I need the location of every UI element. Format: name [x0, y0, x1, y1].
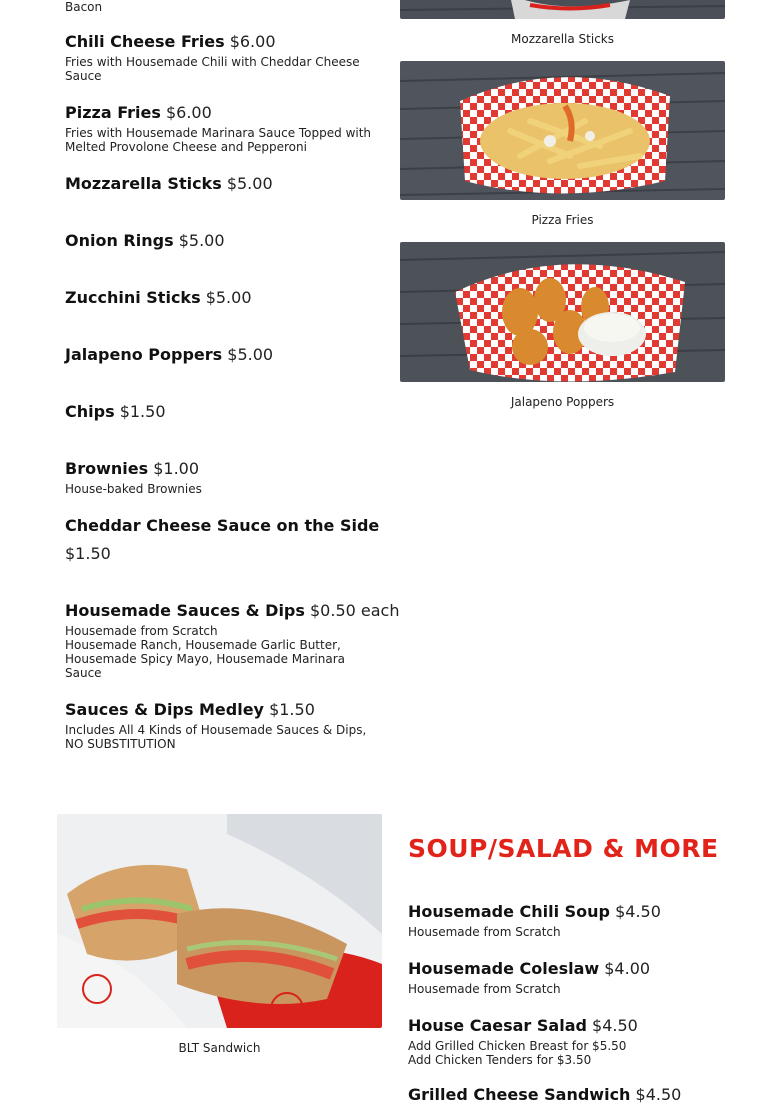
item-price: $5.00: [226, 174, 273, 193]
item-price: $6.00: [229, 32, 276, 51]
item-price: $5.00: [205, 288, 252, 307]
item-description: Housemade from Scratch: [408, 982, 561, 996]
item-name: Onion Rings: [65, 231, 174, 250]
item-description: Housemade from Scratch: [408, 925, 561, 939]
menu-item: [408, 1016, 738, 1067]
item-price: $4.00: [604, 959, 651, 978]
menu-item: [65, 601, 400, 680]
menu-item: [408, 959, 738, 996]
item-price: $0.50 each: [310, 601, 400, 620]
item-name: Sauces & Dips Medley: [65, 700, 264, 719]
item-name: Chips: [65, 402, 115, 421]
menu-item: [65, 32, 380, 83]
menu-item: [408, 1085, 738, 1105]
pizza-fries-photo: [400, 61, 725, 200]
item-name: House Caesar Salad: [408, 1016, 587, 1035]
photo-caption: BLT Sandwich: [178, 1041, 261, 1055]
item-price: $5.00: [227, 345, 274, 364]
item-price: $1.50: [119, 402, 166, 421]
photo-caption: Jalapeno Poppers: [510, 395, 615, 409]
item-price: $4.50: [615, 902, 661, 921]
menu-item: [65, 103, 380, 154]
item-name: Brownies: [65, 459, 149, 478]
item-description: Fries with Housemade Marinara Sauce Topped with Melted Provolone Cheese and Pepperoni: [65, 126, 372, 154]
item-description-partial: Bacon: [65, 0, 103, 14]
item-name: Chili Cheese Fries: [65, 32, 225, 51]
menu-item: [65, 516, 380, 564]
menu-item: [65, 174, 380, 194]
item-price: $4.50: [635, 1085, 682, 1104]
item-name: Zucchini Sticks: [65, 288, 201, 307]
jalapeno-poppers-photo: [400, 242, 725, 382]
item-name: Cheddar Cheese Sauce on the Side: [65, 516, 380, 535]
item-price: $1.50: [269, 700, 315, 719]
menu-item: [65, 231, 380, 251]
item-name: Mozzarella Sticks: [65, 174, 222, 193]
item-name: Jalapeno Poppers: [65, 345, 223, 364]
item-name: Grilled Cheese Sandwich: [408, 1085, 631, 1104]
item-description: Fries with Housemade Chili with Cheddar Cheese Sauce: [65, 55, 360, 83]
blt-sandwich-photo: [57, 814, 382, 1028]
menu-item: [65, 459, 380, 496]
photo-caption: Mozzarella Sticks: [511, 32, 614, 46]
item-price: $6.00: [165, 103, 212, 122]
item-description: Housemade from Scratch Housemade Ranch, Housemade Garlic Butter, Housemade Spicy Mayo, Housemade Marinara Sauce: [65, 624, 346, 680]
item-name: Housemade Sauces & Dips: [65, 601, 305, 620]
item-price: $1.50: [65, 544, 111, 563]
mozzarella-sticks-photo: [400, 0, 725, 19]
menu-item: [65, 402, 380, 422]
menu-item: [65, 345, 380, 365]
menu-item: [408, 902, 738, 939]
section-title: SOUP/SALAD & MORE: [408, 834, 719, 863]
item-description: Add Grilled Chicken Breast for $5.50 Add Chicken Tenders for $3.50: [408, 1039, 627, 1067]
photo-caption: Pizza Fries: [531, 213, 594, 227]
item-price: $5.00: [178, 231, 225, 250]
menu-item: [65, 288, 380, 308]
item-name: Housemade Coleslaw: [408, 959, 600, 978]
item-price: $4.50: [592, 1016, 638, 1035]
item-description: Includes All 4 Kinds of Housemade Sauces & Dips, NO SUBSTITUTION: [65, 723, 367, 751]
item-name: Housemade Chili Soup: [408, 902, 611, 921]
menu-item: [65, 700, 380, 751]
item-price: $1.00: [153, 459, 200, 478]
item-name: Pizza Fries: [65, 103, 161, 122]
item-description: House-baked Brownies: [65, 482, 202, 496]
